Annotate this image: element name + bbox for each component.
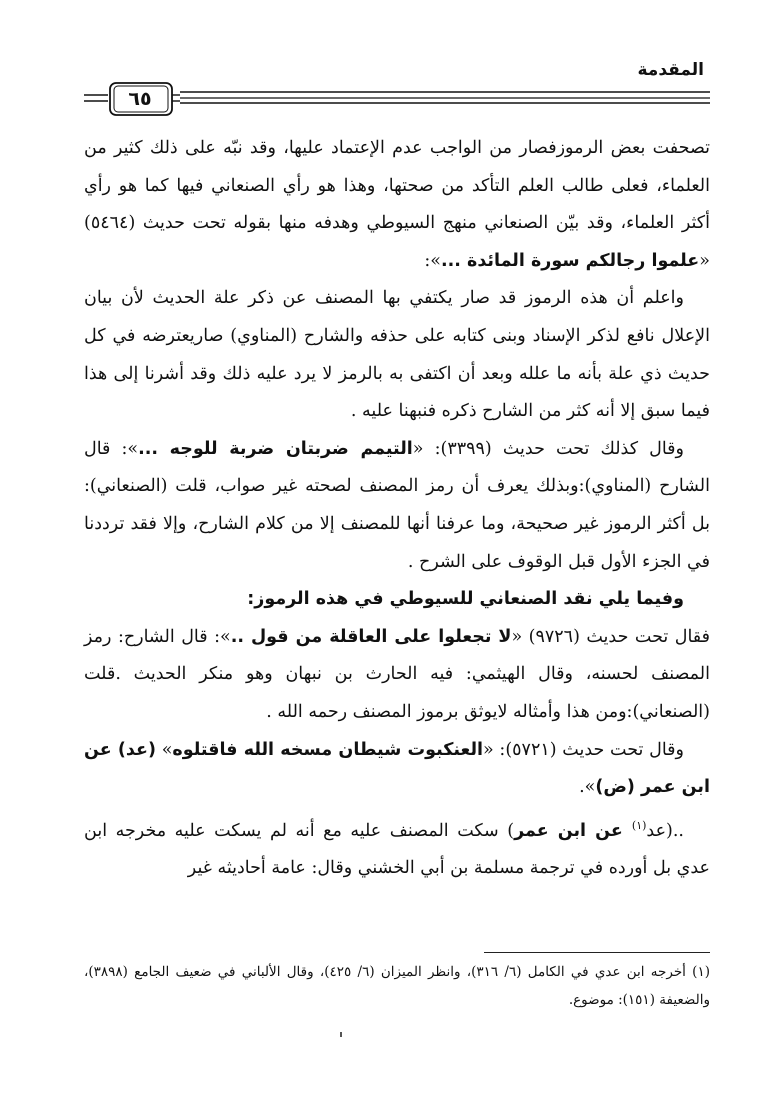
paragraph-7-rest: ) سكت المصنف عليه مع أنه لم يسكت عليه مخرجه ابن عدي بل أورده في ترجمة مسلمة بن أبي الخشني وقال: عامة أحاديثه غير [84,820,710,879]
hadith-quote-4: العنكبوت شيطان مسخه الله فاقتلوه [172,739,484,760]
paragraph-1 [84,130,710,280]
footnote-ref[interactable]: (١) [631,818,647,832]
paragraph-6-end: ». [579,777,596,798]
paragraph-7-bold: عن ابن عمر [514,820,632,841]
paragraph-7-start: ..(عد [646,820,684,841]
paragraph-6-start: وقال تحت حديث (٥٧٢١): « [483,739,684,760]
paragraph-3-rest: »: قال الشارح (المناوي):وبذلك يعرف أن رمز المصنف لصحته غير صواب، قلت (الصنعاني): بل أكثر الرموز غير صحيحة، وما عرفنا أنها للمصنف إلا من كلام الشارح، وإلا فقد ترددنا في الجزء الأول قبل الوقوف على الشرح . [84,438,710,572]
hadith-quote-1: علموا رجالكم سورة المائدة ... [440,250,700,271]
paragraph-2: واعلم أن هذه الرموز قد صار يكتفي بها المصنف عن ذكر علة الحديث لأن بيان الإعلال نافع لذكر الإسناد وبنى كتابه على حذفه والشارح (المناوي) صاريعترضه في كل حديث ذي علة بأنه ما علله وبعد أن اكتفى به بالرمز لا يرد عليه ذلك وقد أشرنا إلى هذا فيما سبق إلا أنه كثر من الشارح ذكره فنبهنا عليه . [84,288,710,422]
main-text [84,130,710,888]
paragraph-6 [84,732,710,807]
hadith-quote-2: التيمم ضربتان ضربة للوجه ... [138,438,413,459]
paragraph-5-rest: »: قال الشارح: رمز المصنف لحسنه، وقال الهيثمي: فيه الحارث بن نبهان وهو منكر الحديث .قلت (الصنعاني):ومن هذا وأمثاله لايوثق برموز المصنف رحمه الله . [84,626,710,722]
paragraph-1-end: »: [424,250,441,271]
footnote-text: (١) أخرجه ابن عدي في الكامل (٦/ ٣١٦)، وانظر الميزان (٦/ ٤٢٥)، وقال الألباني في ضعيف الجامع (٣٨٩٨)، والضعيفة (١٥١): موضوع. [84,964,710,1008]
paragraph-5-start: فقال تحت حديث (٩٧٢٦) « [511,626,710,647]
section-subheading: وفيما يلي نقد الصنعاني للسيوطي في هذه الرموز: [247,589,684,610]
paragraph-5 [84,619,710,732]
footnote-divider [484,952,710,953]
hadith-source: (عد) عن ابن عمر (ض) [84,739,710,798]
page-speck [340,1032,342,1037]
page-number: ٦٥ [128,88,152,110]
header-rule [84,80,710,120]
header-rule-lines [84,80,710,120]
paragraph-3-start: وقال كذلك تحت حديث (٣٣٩٩): « [412,438,684,459]
paragraph-7 [84,807,710,888]
paragraph-1-text: تصحفت بعض الرموزفصار من الواجب عدم الإعتماد عليها، وقد نبّه على ذلك كثير من العلماء، فعلى طالب العلم التأكد من صحتها، وهذا هو رأي الصنعاني فيها كما هو رأي أكثر العلماء، وقد بيّن الصنعاني منهج السيوطي وهدفه منها بقوله تحت حديث (٥٤٦٤) « [84,138,710,271]
footnote [84,958,710,1014]
paragraph-6-mid: » [156,739,173,760]
hadith-quote-3: لا تجعلوا على العاقلة من قول .. [230,626,512,647]
paragraph-3 [84,431,710,581]
running-header-title: المقدمة [637,60,704,80]
